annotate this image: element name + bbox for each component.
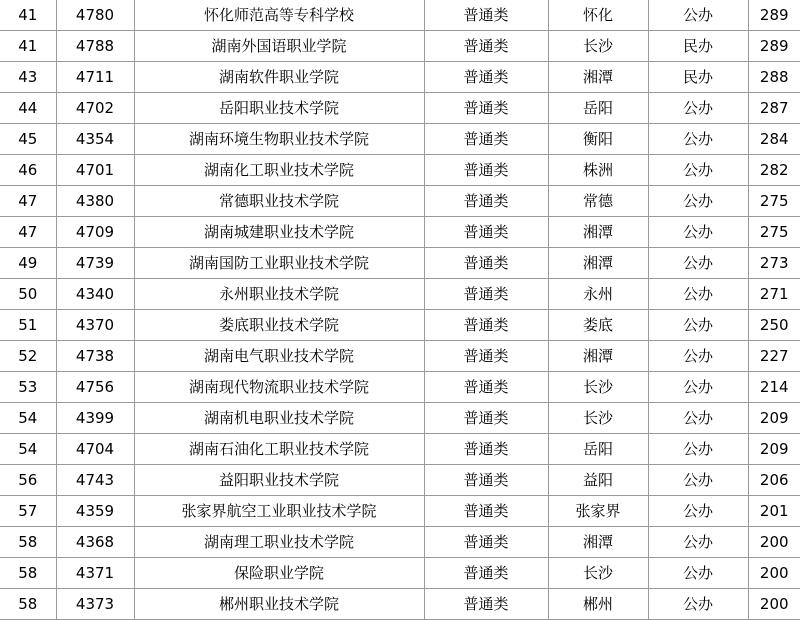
city-cell: 长沙 — [548, 403, 648, 434]
score-cell: 273 — [748, 248, 800, 279]
score-cell: 289 — [748, 31, 800, 62]
city-cell: 长沙 — [548, 31, 648, 62]
city-cell: 怀化 — [548, 0, 648, 31]
table-row — [0, 310, 800, 341]
category-cell: 普通类 — [424, 186, 548, 217]
school-name-cell: 娄底职业技术学院 — [134, 310, 424, 341]
ownership-cell: 公办 — [648, 403, 748, 434]
code-cell: 4711 — [56, 62, 134, 93]
category-cell: 普通类 — [424, 496, 548, 527]
ownership-cell: 民办 — [648, 62, 748, 93]
school-name-cell: 湖南理工职业技术学院 — [134, 527, 424, 558]
school-name-cell: 张家界航空工业职业技术学院 — [134, 496, 424, 527]
table-row — [0, 31, 800, 62]
category-cell: 普通类 — [424, 465, 548, 496]
category-cell: 普通类 — [424, 217, 548, 248]
rank-cell: 58 — [0, 589, 56, 620]
code-cell: 4743 — [56, 465, 134, 496]
school-name-cell: 怀化师范高等专科学校 — [134, 0, 424, 31]
score-cell: 289 — [748, 0, 800, 31]
ownership-cell: 公办 — [648, 465, 748, 496]
score-cell: 206 — [748, 465, 800, 496]
code-cell: 4702 — [56, 93, 134, 124]
category-cell: 普通类 — [424, 155, 548, 186]
city-cell: 湘潭 — [548, 248, 648, 279]
ownership-cell: 公办 — [648, 0, 748, 31]
code-cell: 4380 — [56, 186, 134, 217]
ownership-cell: 公办 — [648, 186, 748, 217]
ownership-cell: 公办 — [648, 217, 748, 248]
rank-cell: 45 — [0, 124, 56, 155]
city-cell: 湘潭 — [548, 527, 648, 558]
school-name-cell: 常德职业技术学院 — [134, 186, 424, 217]
ownership-cell: 公办 — [648, 279, 748, 310]
category-cell: 普通类 — [424, 93, 548, 124]
table-row — [0, 558, 800, 589]
score-cell: 250 — [748, 310, 800, 341]
rank-cell: 58 — [0, 558, 56, 589]
code-cell: 4368 — [56, 527, 134, 558]
code-cell: 4370 — [56, 310, 134, 341]
city-cell: 岳阳 — [548, 434, 648, 465]
ownership-cell: 公办 — [648, 558, 748, 589]
category-cell: 普通类 — [424, 31, 548, 62]
rank-cell: 49 — [0, 248, 56, 279]
table-row — [0, 589, 800, 620]
ownership-cell: 公办 — [648, 434, 748, 465]
score-cell: 227 — [748, 341, 800, 372]
school-name-cell: 湖南环境生物职业技术学院 — [134, 124, 424, 155]
code-cell: 4756 — [56, 372, 134, 403]
rank-cell: 54 — [0, 403, 56, 434]
rank-cell: 46 — [0, 155, 56, 186]
rank-cell: 47 — [0, 217, 56, 248]
table-row — [0, 124, 800, 155]
code-cell: 4371 — [56, 558, 134, 589]
school-name-cell: 保险职业学院 — [134, 558, 424, 589]
rank-cell: 54 — [0, 434, 56, 465]
city-cell: 湘潭 — [548, 62, 648, 93]
ownership-cell: 公办 — [648, 310, 748, 341]
category-cell: 普通类 — [424, 341, 548, 372]
school-name-cell: 湖南石油化工职业技术学院 — [134, 434, 424, 465]
school-name-cell: 岳阳职业技术学院 — [134, 93, 424, 124]
category-cell: 普通类 — [424, 0, 548, 31]
score-cell: 209 — [748, 403, 800, 434]
table-row — [0, 496, 800, 527]
code-cell: 4788 — [56, 31, 134, 62]
category-cell: 普通类 — [424, 124, 548, 155]
city-cell: 常德 — [548, 186, 648, 217]
rank-cell: 56 — [0, 465, 56, 496]
category-cell: 普通类 — [424, 62, 548, 93]
city-cell: 湘潭 — [548, 217, 648, 248]
category-cell: 普通类 — [424, 248, 548, 279]
table-row — [0, 465, 800, 496]
code-cell: 4359 — [56, 496, 134, 527]
rank-cell: 50 — [0, 279, 56, 310]
code-cell: 4780 — [56, 0, 134, 31]
category-cell: 普通类 — [424, 589, 548, 620]
ownership-cell: 公办 — [648, 527, 748, 558]
code-cell: 4340 — [56, 279, 134, 310]
table-row — [0, 0, 800, 31]
ownership-cell: 公办 — [648, 155, 748, 186]
category-cell: 普通类 — [424, 403, 548, 434]
score-cell: 287 — [748, 93, 800, 124]
rank-cell: 57 — [0, 496, 56, 527]
city-cell: 张家界 — [548, 496, 648, 527]
score-cell: 275 — [748, 186, 800, 217]
score-cell: 271 — [748, 279, 800, 310]
code-cell: 4701 — [56, 155, 134, 186]
ownership-cell: 公办 — [648, 372, 748, 403]
table-row — [0, 434, 800, 465]
ownership-cell: 公办 — [648, 248, 748, 279]
city-cell: 长沙 — [548, 558, 648, 589]
rank-cell: 41 — [0, 0, 56, 31]
code-cell: 4373 — [56, 589, 134, 620]
table-row — [0, 93, 800, 124]
score-cell: 209 — [748, 434, 800, 465]
code-cell: 4738 — [56, 341, 134, 372]
score-cell: 214 — [748, 372, 800, 403]
table-row — [0, 217, 800, 248]
school-name-cell: 湖南化工职业技术学院 — [134, 155, 424, 186]
table-row — [0, 403, 800, 434]
city-cell: 益阳 — [548, 465, 648, 496]
rank-cell: 51 — [0, 310, 56, 341]
school-name-cell: 湖南软件职业学院 — [134, 62, 424, 93]
table-row — [0, 248, 800, 279]
rank-cell: 43 — [0, 62, 56, 93]
score-cell: 200 — [748, 589, 800, 620]
code-cell: 4709 — [56, 217, 134, 248]
category-cell: 普通类 — [424, 310, 548, 341]
score-cell: 288 — [748, 62, 800, 93]
ownership-cell: 公办 — [648, 124, 748, 155]
school-name-cell: 湖南外国语职业学院 — [134, 31, 424, 62]
table-row — [0, 155, 800, 186]
city-cell: 衡阳 — [548, 124, 648, 155]
score-cell: 282 — [748, 155, 800, 186]
code-cell: 4704 — [56, 434, 134, 465]
table-row — [0, 527, 800, 558]
code-cell: 4399 — [56, 403, 134, 434]
rank-cell: 47 — [0, 186, 56, 217]
city-cell: 娄底 — [548, 310, 648, 341]
score-cell: 275 — [748, 217, 800, 248]
category-cell: 普通类 — [424, 527, 548, 558]
code-cell: 4354 — [56, 124, 134, 155]
city-cell: 长沙 — [548, 372, 648, 403]
ownership-cell: 公办 — [648, 496, 748, 527]
table-row — [0, 372, 800, 403]
table-row — [0, 186, 800, 217]
score-cell: 200 — [748, 558, 800, 589]
school-name-cell: 湖南国防工业职业技术学院 — [134, 248, 424, 279]
city-cell: 株洲 — [548, 155, 648, 186]
city-cell: 郴州 — [548, 589, 648, 620]
school-name-cell: 湖南城建职业技术学院 — [134, 217, 424, 248]
rank-cell: 44 — [0, 93, 56, 124]
school-name-cell: 益阳职业技术学院 — [134, 465, 424, 496]
ownership-cell: 公办 — [648, 589, 748, 620]
code-cell: 4739 — [56, 248, 134, 279]
score-cell: 201 — [748, 496, 800, 527]
ownership-cell: 公办 — [648, 93, 748, 124]
school-name-cell: 永州职业技术学院 — [134, 279, 424, 310]
city-cell: 永州 — [548, 279, 648, 310]
ownership-cell: 民办 — [648, 31, 748, 62]
rank-cell: 52 — [0, 341, 56, 372]
ownership-cell: 公办 — [648, 341, 748, 372]
city-cell: 岳阳 — [548, 93, 648, 124]
table-row — [0, 279, 800, 310]
category-cell: 普通类 — [424, 434, 548, 465]
school-name-cell: 郴州职业技术学院 — [134, 589, 424, 620]
category-cell: 普通类 — [424, 558, 548, 589]
school-name-cell: 湖南现代物流职业技术学院 — [134, 372, 424, 403]
school-name-cell: 湖南电气职业技术学院 — [134, 341, 424, 372]
rank-cell: 41 — [0, 31, 56, 62]
score-cell: 200 — [748, 527, 800, 558]
school-name-cell: 湖南机电职业技术学院 — [134, 403, 424, 434]
score-cell: 284 — [748, 124, 800, 155]
table-row — [0, 341, 800, 372]
city-cell: 湘潭 — [548, 341, 648, 372]
rank-cell: 53 — [0, 372, 56, 403]
category-cell: 普通类 — [424, 372, 548, 403]
category-cell: 普通类 — [424, 279, 548, 310]
rank-cell: 58 — [0, 527, 56, 558]
table-row — [0, 62, 800, 93]
